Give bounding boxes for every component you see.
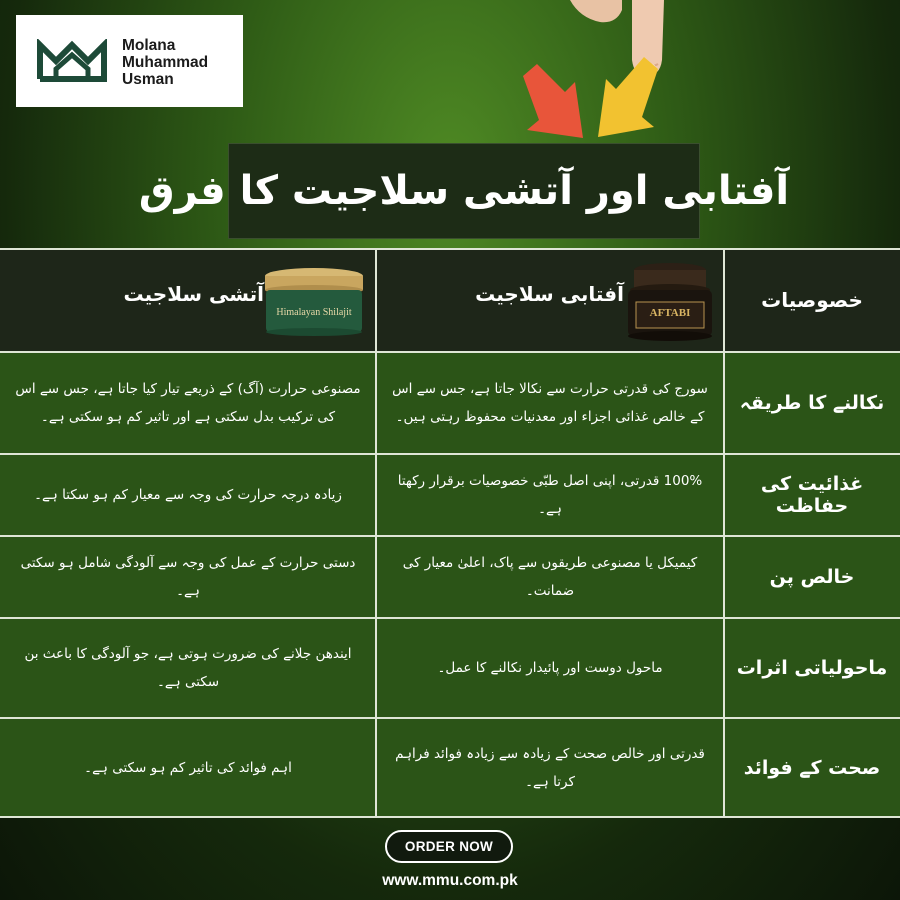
row5-feature: صحت کے فوائد [724, 718, 900, 818]
page-title: آفتابی اور آتشی سلاجیت کا فرق [138, 168, 790, 214]
aftabi-jar [624, 260, 716, 342]
row1-aftabi: سورج کی قدرتی حرارت سے نکالا جاتا ہے، جس سے اس کے خالص غذائی اجزاء اور معدنیات محفوظ رہتی ہیں۔ [376, 352, 724, 454]
divider [0, 717, 900, 719]
header-atishi-label: آتشی سلاجیت [123, 282, 264, 306]
himalayan-shilajit-jar [262, 266, 366, 336]
order-now-button[interactable]: ORDER NOW [385, 830, 513, 863]
row1-feature: نکالنے کا طریقہ [724, 352, 900, 454]
divider [0, 617, 900, 619]
row3-atishi: دستی حرارت کے عمل کی وجہ سے آلودگی شامل ہو سکتی ہے۔ [0, 536, 376, 618]
divider [0, 453, 900, 455]
row2-feature: غذائیت کی حفاظت [724, 454, 900, 536]
row2-atishi: زیادہ درجہ حرارت کی وجہ سے معیار کم ہو سکتا ہے۔ [0, 454, 376, 536]
row3-feature: خالص پن [724, 536, 900, 618]
website-link[interactable]: www.mmu.com.pk [382, 872, 518, 889]
brand-name [122, 37, 208, 88]
header-features-label: خصوصیات [761, 288, 863, 312]
divider [723, 248, 725, 818]
divider [0, 535, 900, 537]
brand-name-line1: Molana [122, 37, 176, 54]
aftabi-jar-label: AFTABI [649, 307, 691, 319]
row2-aftabi: 100% قدرتی، اپنی اصل طبّی خصوصیات برقرار رکھتا ہے۔ [376, 454, 724, 536]
yellow-arrow-icon [592, 55, 667, 140]
header-aftabi-label: آفتابی سلاجیت [475, 282, 624, 306]
red-arrow-icon [515, 62, 590, 142]
divider [0, 248, 900, 250]
row5-atishi: اہم فوائد کی تاثیر کم ہو سکتی ہے۔ [0, 718, 376, 818]
title-banner [138, 143, 790, 239]
divider [0, 816, 900, 818]
row1-atishi: مصنوعی حرارت (آگ) کے ذریعے تیار کیا جاتا ہے، جس سے اس کی ترکیب بدل سکتی ہے اور تاثیر کم ہو سکتی ہے۔ [0, 352, 376, 454]
row4-atishi: ایندھن جلانے کی ضرورت ہوتی ہے، جو آلودگی کا باعث بن سکتی ہے۔ [0, 618, 376, 718]
brand-name-line3: Usman [122, 71, 174, 88]
logo-icon [36, 39, 108, 85]
himalayan-jar-label: Himalayan Shilajit [276, 307, 352, 318]
row4-feature: ماحولیاتی اثرات [724, 618, 900, 718]
row5-aftabi: قدرتی اور خالص صحت کے زیادہ سے زیادہ فوائد فراہم کرتا ہے۔ [376, 718, 724, 818]
brand-name-line2: Muhammad [122, 54, 209, 71]
brand-logo[interactable] [16, 15, 243, 107]
row4-aftabi: ماحول دوست اور پائیدار نکالنے کا عمل۔ [376, 618, 724, 718]
comparison-table [0, 248, 900, 818]
row3-aftabi: کیمیکل یا مصنوعی طریقوں سے پاک، اعلیٰ معیار کی ضمانت۔ [376, 536, 724, 618]
header-features [724, 248, 900, 352]
divider [0, 351, 900, 353]
divider [375, 248, 377, 818]
